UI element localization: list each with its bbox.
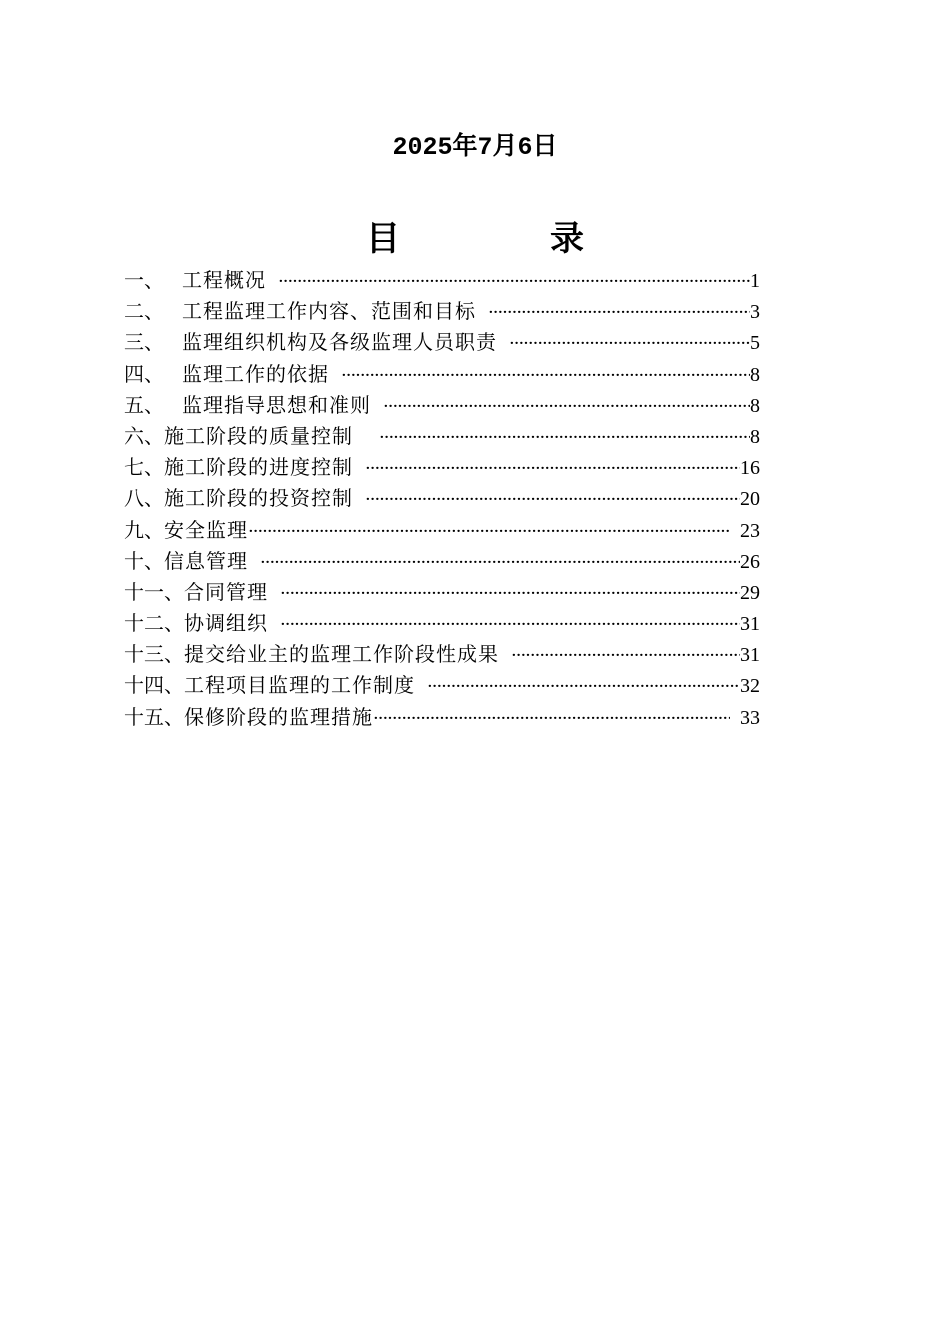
toc-entry[interactable] [124, 515, 760, 546]
toc-entry-label: 安全监理 [164, 517, 248, 542]
toc-entry[interactable] [124, 608, 760, 639]
toc-entry-page: 23 [740, 519, 760, 542]
toc-entry-page: 8 [750, 425, 760, 448]
document-date: 2025年7月6日 [392, 133, 558, 162]
toc-entry-page: 33 [740, 706, 760, 729]
toc-entry-label: 监理工作的依据 [182, 361, 329, 386]
toc-entry-label: 保修阶段的监理措施 [184, 704, 373, 729]
toc-entry-page: 16 [740, 457, 760, 480]
toc-dot-leader [365, 484, 740, 515]
toc-entry-number: 六、 [124, 423, 164, 448]
toc-entry-number: 十、 [124, 548, 164, 573]
toc-entry-label: 提交给业主的监理工作阶段性成果 [184, 642, 499, 667]
toc-entry-label: 工程项目监理的工作制度 [184, 673, 415, 698]
toc-entry-label: 工程监理工作内容、范围和目标 [182, 299, 476, 324]
toc-entry[interactable] [124, 577, 760, 608]
toc-entry[interactable] [124, 702, 760, 733]
toc-dot-leader [280, 609, 740, 640]
toc-entry-label: 信息管理 [164, 548, 248, 573]
toc-entry-number: 十一、 [124, 579, 184, 604]
toc-entry[interactable] [124, 670, 760, 701]
toc-heading-left: 目 [366, 219, 400, 259]
toc-dot-leader [488, 297, 750, 328]
toc-entry[interactable] [124, 546, 760, 577]
toc-entry-page: 32 [740, 675, 760, 698]
toc-dot-leader [383, 391, 750, 422]
toc-entry-label: 施工阶段的进度控制 [164, 455, 353, 480]
toc-entry-label: 监理指导思想和准则 [182, 392, 371, 417]
toc-entry-page: 26 [740, 550, 760, 573]
toc-entry-number: 七、 [124, 455, 164, 480]
toc-entry[interactable] [124, 296, 760, 327]
toc-entry[interactable] [124, 639, 760, 670]
toc-entry-number: 四、 [124, 361, 164, 386]
toc-heading-right: 录 [550, 219, 584, 259]
toc-entry-label: 工程概况 [182, 268, 266, 292]
toc-entry-page: 8 [750, 394, 760, 417]
toc-entry-page: 5 [750, 332, 760, 355]
toc-dot-leader [278, 266, 750, 297]
table-of-contents [124, 265, 760, 733]
toc-entry-label: 监理组织机构及各级监理人员职责 [182, 330, 497, 355]
toc-entry[interactable] [124, 452, 760, 483]
toc-dot-leader [341, 360, 750, 391]
toc-entry-page: 1 [750, 270, 760, 292]
toc-entry-page: 3 [750, 301, 760, 324]
toc-entry-label: 施工阶段的质量控制 [164, 423, 353, 448]
toc-entry[interactable] [124, 359, 760, 390]
toc-dot-leader [511, 640, 740, 671]
toc-entry-page: 29 [740, 581, 760, 604]
toc-entry-number: 十二、 [124, 611, 184, 636]
toc-dot-leader [509, 328, 750, 359]
toc-entry-number: 十四、 [124, 673, 184, 698]
toc-entry-number: 五、 [124, 392, 164, 417]
toc-entry-number: 九、 [124, 517, 164, 542]
toc-heading [0, 218, 950, 260]
toc-entry[interactable] [124, 327, 760, 358]
toc-entry-number: 十五、 [124, 704, 184, 729]
toc-entry-page: 8 [750, 363, 760, 386]
toc-entry-number: 八、 [124, 486, 164, 511]
toc-entry[interactable] [124, 265, 760, 296]
toc-entry[interactable] [124, 421, 760, 452]
toc-dot-leader [379, 422, 750, 453]
toc-entry-number: 三、 [124, 330, 164, 355]
toc-dot-leader [427, 671, 740, 702]
toc-dot-leader [280, 578, 740, 609]
toc-dot-leader [365, 453, 740, 484]
toc-entry[interactable] [124, 390, 760, 421]
toc-entry-number: 十三、 [124, 642, 184, 667]
toc-entry-page: 20 [740, 488, 760, 511]
toc-dot-leader [248, 516, 730, 547]
toc-entry-number: 一、 [124, 268, 164, 292]
toc-entry-label: 合同管理 [184, 579, 268, 604]
toc-dot-leader [373, 703, 730, 734]
toc-dot-leader [260, 547, 740, 578]
toc-entry-number: 二、 [124, 299, 164, 324]
toc-entry-page: 31 [740, 613, 760, 636]
toc-entry[interactable] [124, 483, 760, 514]
toc-entry-label: 施工阶段的投资控制 [164, 486, 353, 511]
toc-entry-page: 31 [740, 644, 760, 667]
toc-entry-label: 协调组织 [184, 611, 268, 636]
